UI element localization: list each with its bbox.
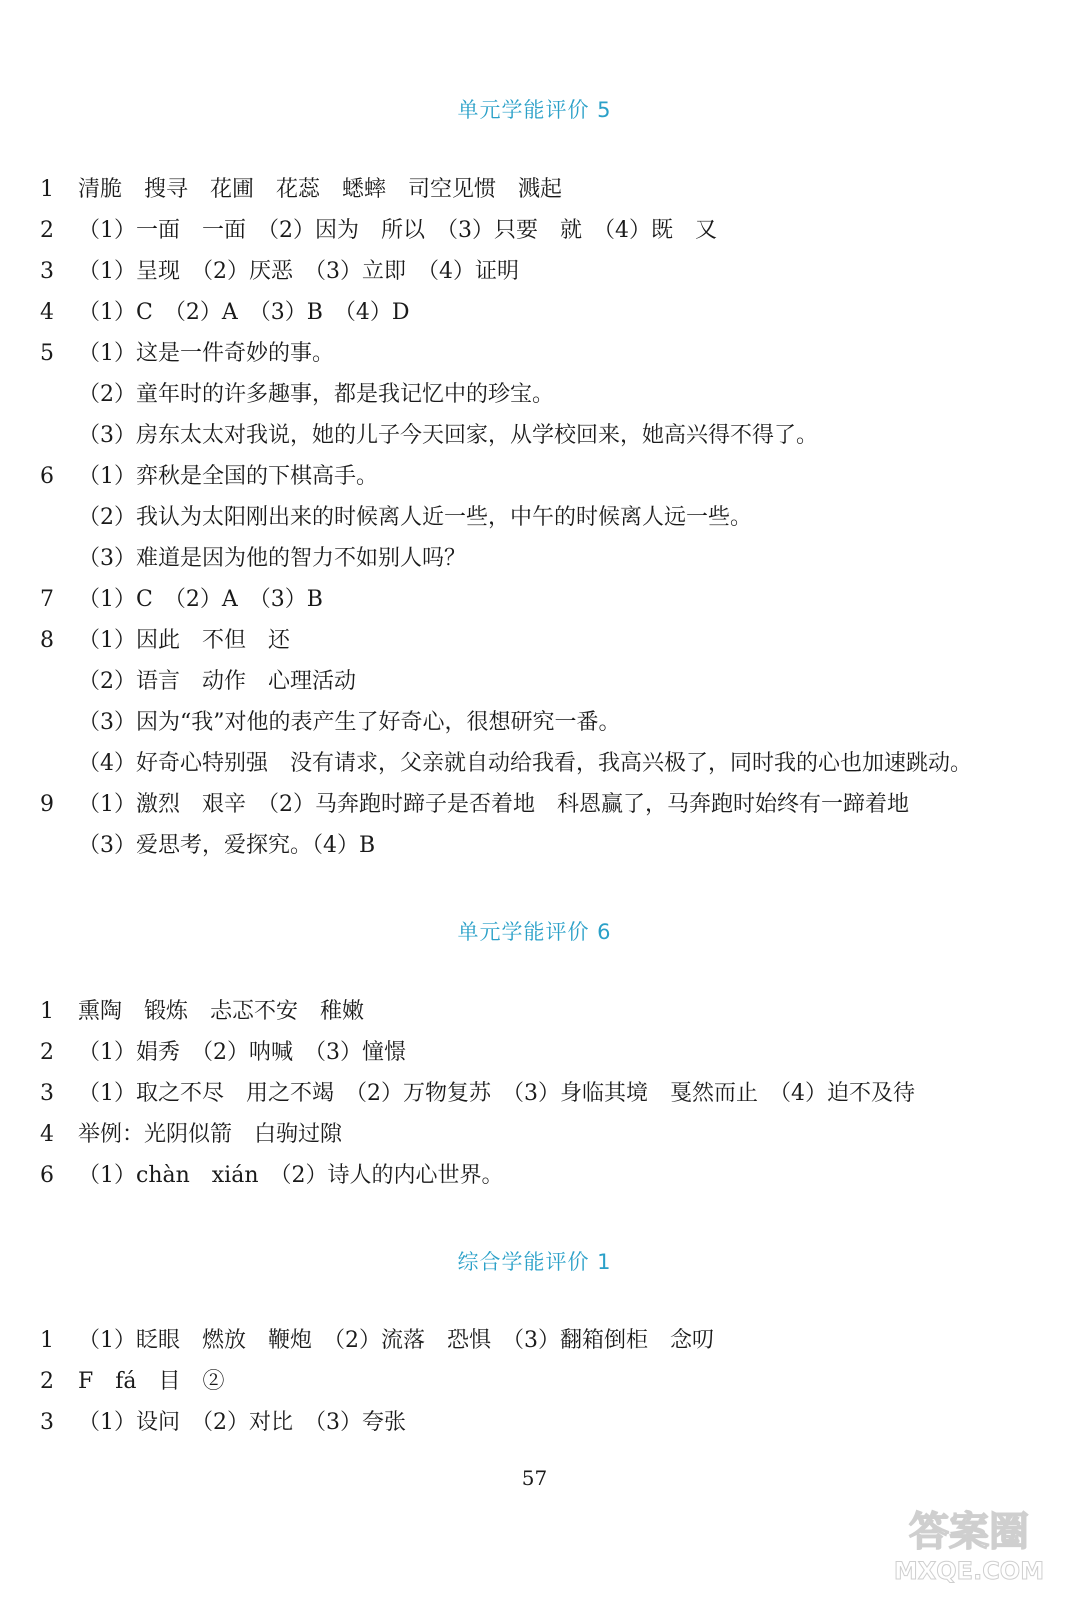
answer-text: （2）语言 动作 心理活动 xyxy=(78,669,356,694)
answer-text: （3）因为“我”对他的表产生了好奇心，很想研究一番。 xyxy=(78,710,621,735)
answer-line xyxy=(40,380,554,410)
answer-text: （1）C （2）A （3）B xyxy=(78,587,323,612)
question-number: 3 xyxy=(40,259,54,284)
section-title-comprehensive-1: 综合学能评价 1 xyxy=(457,1250,612,1274)
question-number: 6 xyxy=(40,464,54,489)
answer-line xyxy=(40,339,334,369)
answer-text: （1）取之不尽 用之不竭 （2）万物复苏 （3）身临其境 戛然而止 （4）迫不及待 xyxy=(78,1081,915,1106)
answer-line xyxy=(40,1120,342,1150)
answer-text: 熏陶 锻炼 忐忑不安 稚嫩 xyxy=(78,999,365,1024)
answer-line xyxy=(40,503,752,533)
question-number: 1 xyxy=(40,999,54,1024)
answer-text: （1）一面 一面 （2）因为 所以 （3）只要 就 （4）既 又 xyxy=(78,218,717,243)
question-number: 1 xyxy=(40,177,54,202)
question-number: 4 xyxy=(40,300,54,325)
answer-text: （1）呈现 （2）厌恶 （3）立即 （4）证明 xyxy=(78,259,519,284)
answer-text: （3）难道是因为他的智力不如别人吗？ xyxy=(78,546,466,571)
question-number: 9 xyxy=(40,792,54,817)
answer-text: （1）弈秋是全国的下棋高手。 xyxy=(78,464,378,489)
answer-line xyxy=(40,298,410,328)
page-number: 57 xyxy=(521,1466,548,1490)
question-number: 1 xyxy=(40,1328,54,1353)
answer-text: （4）好奇心特别强 没有请求，父亲就自动给我看，我高兴极了，同时我的心也加速跳动。 xyxy=(78,751,973,776)
answer-text: 清脆 搜寻 花圃 花蕊 蟋蟀 司空见惯 溅起 xyxy=(78,177,563,202)
question-number: 2 xyxy=(40,218,54,243)
answer-text: F fá 目 ② xyxy=(78,1369,225,1394)
answer-text: （2）童年时的许多趣事，都是我记忆中的珍宝。 xyxy=(78,382,554,407)
answer-text: （1）眨眼 燃放 鞭炮 （2）流落 恐惧 （3）翻箱倒柜 念叨 xyxy=(78,1328,714,1353)
question-number: 5 xyxy=(40,341,54,366)
answer-line xyxy=(40,1161,504,1191)
question-number: 4 xyxy=(40,1122,54,1147)
question-number: 2 xyxy=(40,1040,54,1065)
answer-text: （1）设问 （2）对比 （3）夸张 xyxy=(78,1410,406,1435)
answer-text: 举例：光阴似箭 白驹过隙 xyxy=(78,1122,343,1147)
answer-line xyxy=(40,421,818,451)
answer-line xyxy=(40,216,717,246)
answer-line xyxy=(40,1408,406,1438)
answer-line xyxy=(40,708,621,738)
section-title-unit-6: 单元学能评价 6 xyxy=(457,920,612,944)
answer-text: （3）爱思考，爱探究。（4）B xyxy=(78,833,376,858)
watermark-logo xyxy=(879,1508,1059,1594)
answer-line xyxy=(40,1079,915,1109)
answer-line xyxy=(40,257,519,287)
question-number: 3 xyxy=(40,1081,54,1106)
question-number: 8 xyxy=(40,628,54,653)
answer-line xyxy=(40,749,972,779)
answer-line xyxy=(40,544,466,574)
question-number: 3 xyxy=(40,1410,54,1435)
answer-line xyxy=(40,667,356,697)
watermark-bottom-text: MXQE.COM xyxy=(893,1557,1045,1585)
question-number: 7 xyxy=(40,587,54,612)
answer-text: （1）娟秀 （2）呐喊 （3）憧憬 xyxy=(78,1040,406,1065)
answer-text: （1）这是一件奇妙的事。 xyxy=(78,341,334,366)
answer-text: （1）因此 不但 还 xyxy=(78,628,290,653)
answer-text: （2）我认为太阳刚出来的时候离人近一些，中午的时候离人远一些。 xyxy=(78,505,752,530)
answer-line xyxy=(40,462,378,492)
answer-text: （1）激烈 艰辛 （2）马奔跑时蹄子是否着地 科恩赢了，马奔跑时始终有一蹄着地 xyxy=(78,792,909,817)
section-title-unit-5: 单元学能评价 5 xyxy=(457,98,612,122)
answer-line xyxy=(40,1326,714,1356)
question-number: 2 xyxy=(40,1369,54,1394)
answer-line xyxy=(40,1038,406,1068)
answer-line xyxy=(40,790,909,820)
answer-text: （1）chàn xián （2）诗人的内心世界。 xyxy=(78,1163,504,1188)
answer-text: （3）房东太太对我说，她的儿子今天回家，从学校回来，她高兴得不得了。 xyxy=(78,423,818,448)
answer-text: （1）C （2）A （3）B （4）D xyxy=(78,300,410,325)
answer-line xyxy=(40,626,290,656)
answer-line xyxy=(40,1367,225,1397)
answer-line xyxy=(40,997,364,1027)
question-number: 6 xyxy=(40,1163,54,1188)
answer-line xyxy=(40,831,375,861)
answer-line xyxy=(40,585,323,615)
watermark-top-text: 答案圈 xyxy=(909,1509,1029,1555)
answer-line xyxy=(40,175,562,205)
